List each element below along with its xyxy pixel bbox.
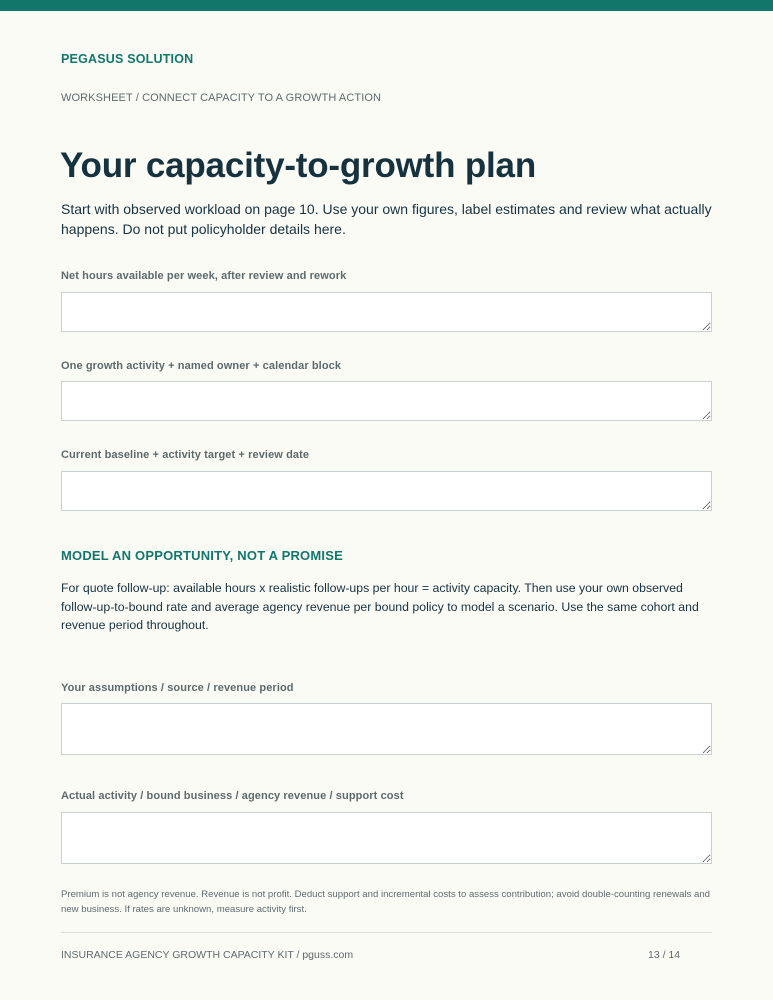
- baseline-target-field[interactable]: [61, 471, 712, 511]
- net-hours-label: Net hours available per week, after review and rework: [61, 270, 347, 282]
- intro-text: Start with observed workload on page 10. Use your own figures, label estimates and review what actually happens. Do not put policyholder details here.: [61, 201, 712, 237]
- growth-activity-label: One growth activity + named owner + calendar block: [61, 360, 342, 372]
- model-section-heading: MODEL AN OPPORTUNITY, NOT A PROMISE: [61, 548, 343, 563]
- model-section-text: For quote follow-up: available hours x realistic follow-ups per hour = activity capacity. Then use your own observed follow-up-to-bound rate and average agency revenue per bound policy to model a scenario. Use the same cohort and revenue period throughout.: [61, 581, 699, 632]
- footer-divider: [61, 932, 712, 933]
- actual-activity-field[interactable]: [61, 812, 712, 864]
- page-title: Your capacity-to-growth plan: [60, 146, 536, 185]
- baseline-target-label: Current baseline + activity target + review date: [61, 449, 310, 461]
- brand-name: PEGASUS SOLUTION: [61, 52, 194, 66]
- top-accent-bar: [0, 0, 773, 11]
- actual-activity-label: Actual activity / bound business / agency revenue / support cost: [61, 790, 404, 802]
- revenue-note: Premium is not agency revenue. Revenue is not profit. Deduct support and incremental costs to assess contribution; avoid double-counting renewals and new business. If rates are unknown, measure activity first.: [61, 889, 711, 915]
- net-hours-field[interactable]: [61, 292, 712, 332]
- page-number: 13 / 14: [648, 949, 681, 961]
- assumptions-label: Your assumptions / source / revenue period: [61, 682, 294, 694]
- growth-activity-field[interactable]: [61, 381, 712, 421]
- footer-kit-title: INSURANCE AGENCY GROWTH CAPACITY KIT / pguss.com: [61, 949, 354, 961]
- assumptions-field[interactable]: [61, 703, 712, 755]
- breadcrumb: WORKSHEET / CONNECT CAPACITY TO A GROWTH ACTION: [61, 92, 382, 104]
